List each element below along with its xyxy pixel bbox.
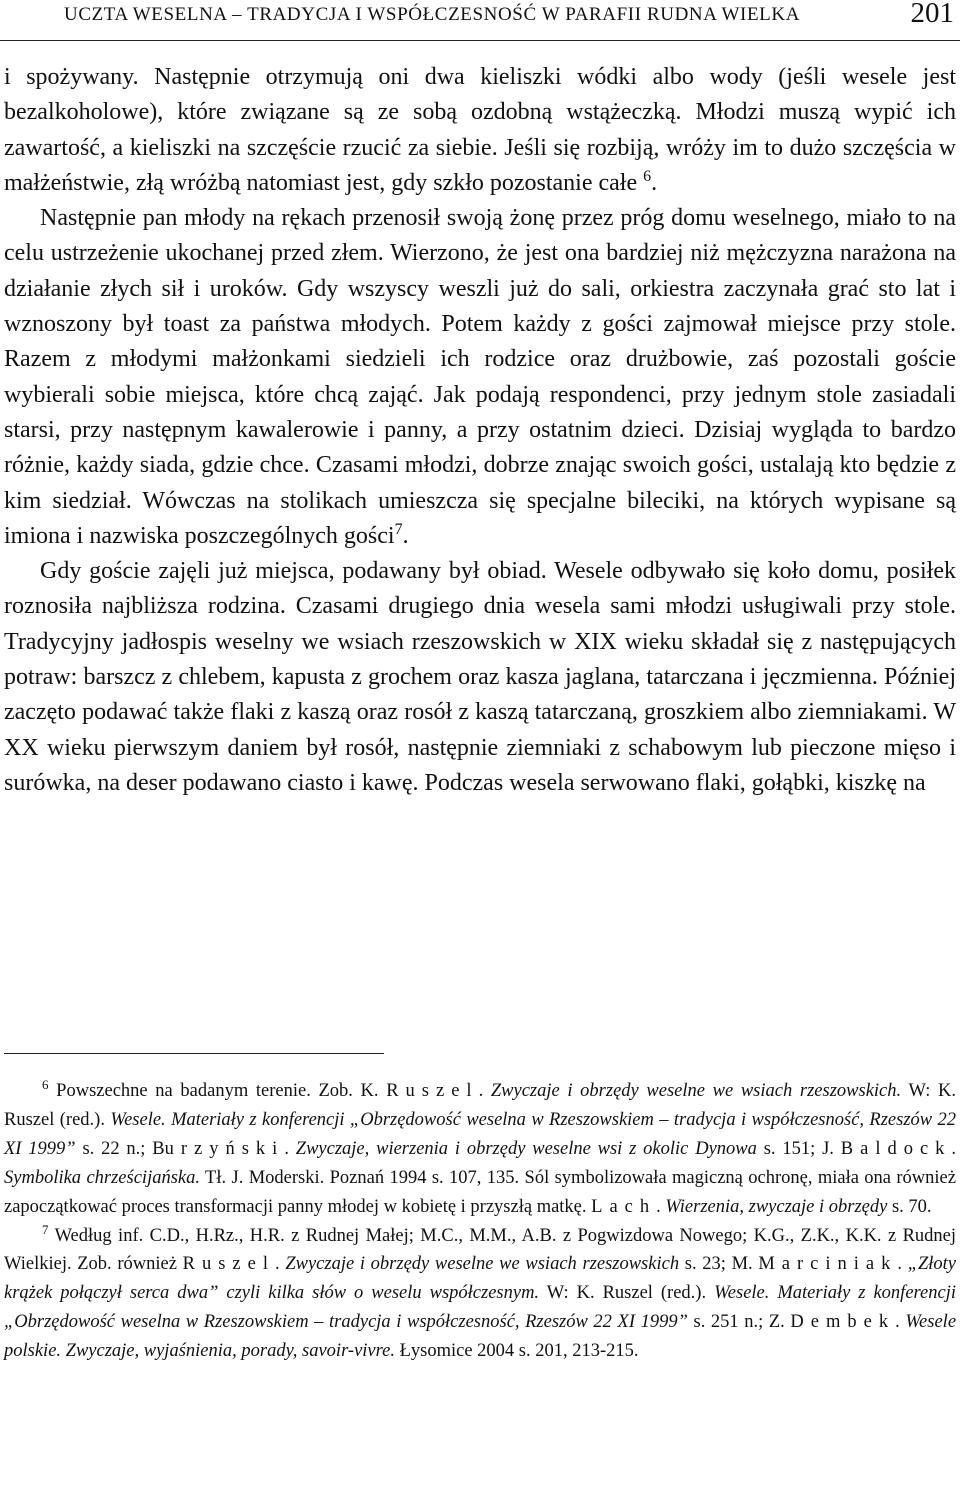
- fn6-text: W: K. Ruszel (red.).: [4, 1081, 957, 1130]
- fn6-title: Wesele. Materiały z konferencji „Obrzędowość weselna w Rzeszowskiem – tradycja i współczesność, Rzeszów 22 XI 1999”: [4, 1109, 957, 1159]
- fn7-text: Łysomice 2004 s. 201, 213-215.: [399, 1341, 639, 1362]
- fn7-author: Ruszel: [182, 1254, 275, 1275]
- footnote-7: [4, 1222, 956, 1367]
- fn7-title: Wesele polskie. Zwyczaje, wyjaśnienia, porady, savoir-vivre.: [4, 1312, 957, 1362]
- fn6-author: Ruszel: [386, 1081, 479, 1101]
- running-title: UCZTA WESELNA – TRADYCJA I WSPÓŁCZESNOŚĆ W PARAFII RUDNA WIELKA: [64, 4, 801, 25]
- footnotes: [4, 1077, 956, 1366]
- fn6-text: s. 151; J.: [763, 1138, 834, 1159]
- paragraph-2-text: Następnie pan młody na rękach przenosił swoją żonę przez próg domu weselnego, miało to na celu ustrzeżenie ukochanej przed złem. Wierzono, że jest ona bardziej niż mężczyzna narażona na działanie złych sił i uroków. Gdy wszyscy weszli już do sali, orkiestra zaczynała grać sto lat i wznoszony był toast za państwa młodych. Potem każdy z gości zajmował miejsce przy stole. Razem z młodymi małżonkami siedzieli ich rodzice oraz drużbowie, zaś pozostali goście wybierali sobie miejsca, które chcą zająć. Jak podają respondenci, przy jednym stole zasiadali starsi, przy następnym kawalerowie i panny, a przy ostatnim dzieci. Dzisiaj wygląda to bardzo różnie, każdy siada, gdzie chce. Czasami młodzi, dobrze znając swoich gości, ustalają kto będzie z kim siedział. Wówczas na stolikach umieszcza się specjalne bileciki, na których wypisane są imiona i nazwiska poszczególnych gości: [4, 205, 956, 549]
- paragraph-1: [4, 60, 956, 201]
- fn7-text: Według inf. C.D., H.Rz., H.R. z Rudnej Małej; M.C., M.M., A.B. z Pogwizdowa Nowego; K.G., Z.K., K.K. z Rudnej Wielkiej. Zob. również: [4, 1225, 957, 1275]
- fn6-author: Lach: [591, 1196, 657, 1217]
- main-text: [4, 60, 956, 801]
- fn6-title: Wierzenia, zwyczaje i obrzędy: [665, 1196, 888, 1217]
- fn6-text: .: [656, 1196, 661, 1217]
- fn7-author: Dembek: [790, 1312, 896, 1333]
- footnote-ref-6[interactable]: 6: [643, 167, 652, 185]
- running-head: [0, 0, 960, 41]
- footnote-separator: [4, 1053, 384, 1054]
- footnote-ref-7[interactable]: 7: [394, 520, 403, 538]
- fn6-text: Tł. J. Moderski. Poznań 1994 s. 107, 135. Sól symbolizowała magiczną ochronę, miała ona również zapoczątkować proces transformacji panny młodej w kobietę i przyszłą matkę.: [4, 1167, 956, 1217]
- fn6-text: .: [478, 1081, 484, 1101]
- fn7-text: .: [895, 1312, 900, 1333]
- paragraph-1-end: .: [651, 169, 658, 196]
- fn7-title: „Złoty krążek połączył serca dwa” czyli kilka słów o weselu współczesnym.: [4, 1254, 957, 1304]
- fn6-text: .: [284, 1138, 289, 1159]
- footnote-7-number: 7: [42, 1221, 49, 1237]
- paragraph-3: [4, 554, 956, 801]
- fn7-text: s. 23; M.: [684, 1254, 753, 1275]
- paragraph-2-end: .: [402, 522, 409, 549]
- page-number: 201: [910, 0, 954, 29]
- paragraph-2: [4, 201, 956, 554]
- fn6-title: Symbolika chrześcijańska.: [4, 1167, 200, 1188]
- fn6-title: Zwyczaje i obrzędy weselne we wsiach rzeszowskich.: [490, 1081, 902, 1101]
- fn6-text: s. 22 n.; B: [82, 1138, 165, 1159]
- fn6-text: Powszechne na badanym terenie. Zob. K.: [56, 1081, 379, 1101]
- fn6-author: urzyński: [164, 1138, 285, 1159]
- fn7-text: .: [897, 1254, 903, 1275]
- fn6-author: Baldock: [840, 1138, 952, 1159]
- fn6-title: Zwyczaje, wierzenia i obrzędy weselne wsi z okolic Dynowa: [295, 1138, 757, 1159]
- fn6-text: .: [951, 1138, 957, 1159]
- fn7-text: .: [275, 1254, 280, 1275]
- footnote-6: [4, 1077, 956, 1222]
- fn7-text: s. 251 n.; Z.: [693, 1312, 785, 1333]
- paragraph-1-text: i spożywany. Następnie otrzymują oni dwa kieliszki wódki albo wody (jeśli wesele jest bezalkoholowe), które związane są ze sobą ozdobną wstążeczką. Młodzi muszą wypić ich zawartość, a kieliszki na szczęście rzucić za siebie. Jeśli się rozbiją, wróży im to dużo szczęścia w małżeństwie, złą wróżbą natomiast jest, gdy szkło pozostanie całe: [4, 64, 956, 196]
- fn7-text: W: K. Ruszel (red.).: [546, 1283, 707, 1304]
- footnote-6-number: 6: [42, 1077, 49, 1092]
- paragraph-3-text: Gdy goście zajęli już miejsca, podawany był obiad. Wesele odbywało się koło domu, posiłek roznosiła najbliższa rodzina. Czasami drugiego dnia wesela sami młodzi usługiwali przy stole. Tradycyjny jadłospis weselny we wsiach rzeszowskich w XIX wieku składał się z następujących potraw: barszcz z chlebem, kapusta z grochem oraz kasza jaglana, tatarczana i jęczmienna. Później zaczęto podawać także flaki z kaszą oraz rosół z kaszą tatarczaną, groszkiem albo ziemniakami. W XX wieku pierwszym daniem był rosół, następnie ziemniaki z schabowym lub pieczone mięso i surówka, na deser podawano ciasto i kawę. Podczas wesela serwowano flaki, gołąbki, kiszkę na: [4, 558, 956, 796]
- fn7-title: Wesele. Materiały z konferencji „Obrzędowość weselna w Rzeszowskiem – tradycja i współczesność, Rzeszów 22 XI 1999”: [4, 1283, 956, 1333]
- fn6-text: s. 70.: [891, 1196, 932, 1217]
- fn7-title: Zwyczaje i obrzędy weselne we wsiach rzeszowskich: [285, 1254, 680, 1275]
- fn7-author: Marciniak: [758, 1254, 898, 1275]
